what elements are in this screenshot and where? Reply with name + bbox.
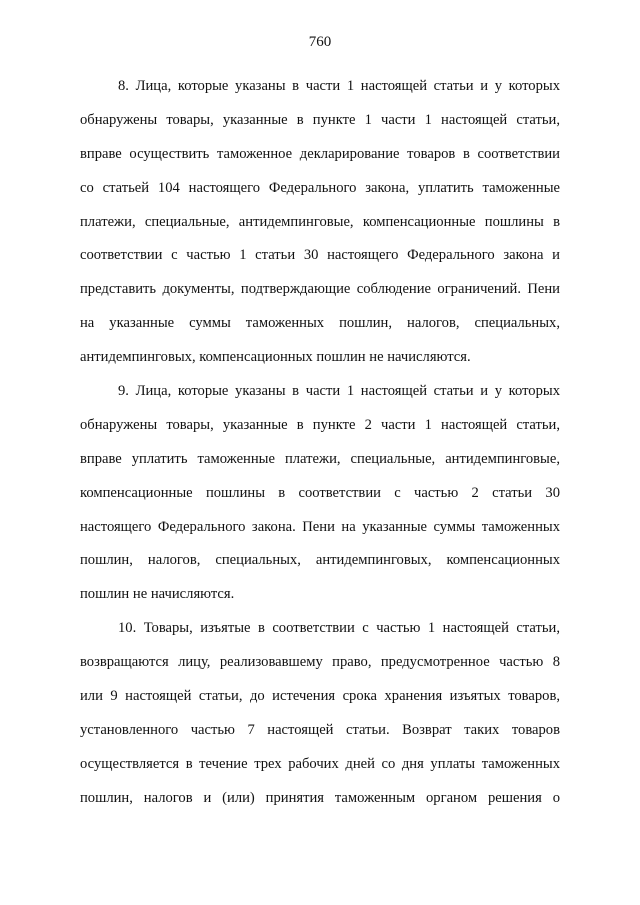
text-line: антидемпинговых, компенсационных пошлин не начисляются. [80,349,471,366]
text-line: 9. Лица, которые указаны в части 1 настоящей статьи и у которых [118,383,560,400]
text-line: соответствии с частью 1 статьи 30 настоящего Федерального закона и [80,247,560,264]
text-line: 8. Лица, которые указаны в части 1 настоящей статьи и у которых [118,78,560,94]
text-line: пошлин, налогов, специальных, антидемпинговых, компенсационных [80,552,560,569]
text-line: со статьей 104 настоящего Федерального закона, уплатить таможенные [80,179,560,196]
text-line: пошлин, налогов и (или) принятия таможенным органом решения о [80,789,560,806]
text-line: 10. Товары, изъятые в соответствии с частью 1 настоящей статьи, [118,620,560,637]
text-line: вправе осуществить таможенное декларирование товаров в соответствии [80,145,560,162]
text-line: возвращаются лицу, реализовавшему право, предусмотренное частью 8 [80,654,560,671]
text-line: представить документы, подтверждающие соблюдение ограничений. Пени [80,281,560,298]
text-line: осуществляется в течение трех рабочих дней со дня уплаты таможенных [80,755,560,772]
page-number: 760 [308,34,332,50]
paragraph-10 [80,612,560,815]
text-line: пошлин не начисляются. [80,586,235,603]
text-line: компенсационные пошлины в соответствии с частью 2 статьи 30 [80,484,560,501]
text-line: обнаружены товары, указанные в пункте 1 части 1 настоящей статьи, [80,111,560,128]
text-line: настоящего Федерального закона. Пени на указанные суммы таможенных [80,518,560,535]
paragraph-8 [80,70,560,375]
text-line: вправе уплатить таможенные платежи, специальные, антидемпинговые, [80,450,560,467]
text-line: или 9 настоящей статьи, до истечения срока хранения изъятых товаров, [80,688,560,705]
document-body [80,70,560,816]
text-line: обнаружены товары, указанные в пункте 2 части 1 настоящей статьи, [80,416,560,433]
paragraph-9 [80,375,560,612]
text-line: установленного частью 7 настоящей статьи. Возврат таких товаров [80,721,560,738]
text-line: платежи, специальные, антидемпинговые, компенсационные пошлины в [80,213,560,230]
text-line: на указанные суммы таможенных пошлин, налогов, специальных, [80,315,560,332]
